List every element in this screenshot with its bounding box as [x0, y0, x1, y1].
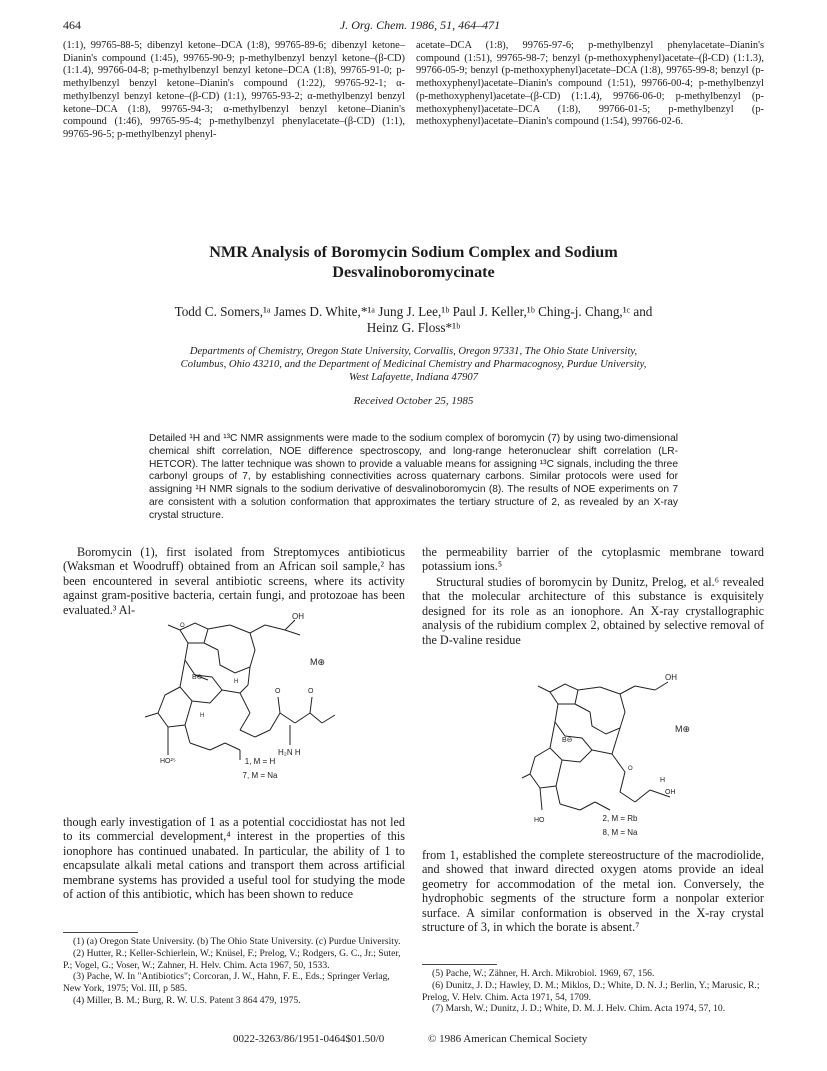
title-line-1: NMR Analysis of Boromycin Sodium Complex and Sodium	[209, 243, 618, 261]
abstract: Detailed ¹H and ¹³C NMR assignments were made to the sodium complex of boromycin (7) by using two-dimensional chemical shift correlation, NOE difference spectroscopy, and long-range heteronuclear shift correlation (LR-HETCOR). The latter technique was shown to provide a valuable means for assigning ¹³C signals, including the three carbonyl groups of 7, by establishing connectivities across quaternary carbons. Similar protocols were used for assigning ¹H NMR signals to the sodium derivative of desvalinoboromycin (8). The results of NOE experiments on 7 are consistent with a solution conformation that approximates the tertiary structure of 2, as revealed by an X-ray crystal structure.	[149, 433, 678, 521]
title-line-2: Desvalinoboromycinate	[332, 263, 495, 281]
structure-2-captions	[570, 812, 670, 840]
caption-7: 7, M = Na	[242, 771, 278, 780]
body-left-para-1: Boromycin (1), first isolated from Streptomyces antibioticus (Waksman et Woodruff) obtained from an African soil sample,² has been encountered in several antibiotic screens, where its activity against gram-positive bacteria, certain fungi, and protozoae has been evaluated.³ Al-	[63, 545, 405, 617]
article-title	[130, 242, 697, 282]
h-label-2: H	[200, 713, 205, 719]
caption-8: 8, M = Na	[602, 828, 638, 837]
body-right-para-2: Structural studies of boromycin by Dunitz, Prelog, et al.⁶ revealed that the molecular architecture of this substance is exquisitely designed for its role as an ionophore. An X-ray crystallographic analysis of the rubidium complex 2, obtained by selective removal of the D-valine residue	[422, 575, 764, 647]
affiliation	[100, 345, 727, 384]
oh-label-right: OH	[665, 673, 677, 682]
oh-label-right-2: H	[660, 777, 666, 784]
footnote-rule-left	[63, 932, 138, 933]
metal-label-left: M⊕	[310, 657, 326, 667]
body-left-para-2: though early investigation of 1 as a potential coccidiostat has not led to its commercial development,⁴ interest in the properties of this ionophore has continued unabated. In particular, the ability of 1 to encapsulate alkali metal cations and transport them across artificial membrane systems has provided a useful tool for studying the mode of action of this antibiotic, which has been shown to reduce	[63, 815, 405, 902]
footnote-5: (5) Pache, W.; Zähner, H. Arch. Mikrobiol. 1969, 67, 156.	[432, 968, 655, 979]
ho-label: HO²⁵	[160, 758, 176, 765]
continuation-left: (1:1), 99765-88-5; dibenzyl ketone–DCA (1:8), 99765-89-6; dibenzyl ketone–Dianin's compound (1:45), 99765-90-9; p-methylbenzyl benzyl ketone–(β-CD) (1:1.4), 99766-04-8; p-methylbenzyl benzyl ketone–DCA (1:8), 99765-91-0; p-methylbenzyl benzyl ketone–Dianin's compound (1:22), 99765-92-1; α-methylbenzyl benzyl ketone–(β-CD) (1:1), 99765-93-2; α-methylbenzyl benzyl ketone–DCA (1:8), 99765-94-3; α-methylbenzyl benzyl ketone–Dianin's compound (1:46), 99765-95-4; p-methylbenzyl phenylacetate–(β-CD) (1:1), 99765-96-5; p-methylbenzyl phenyl-	[63, 40, 405, 140]
footnote-rule-right	[422, 964, 497, 965]
running-header: J. Org. Chem. 1986, 51, 464–471	[339, 18, 501, 32]
footer-copyright: © 1986 American Chemical Society	[428, 1033, 588, 1045]
affiliation-line-1: Departments of Chemistry, Oregon State University, Corvallis, Oregon 97331, The Ohio State University,	[189, 346, 638, 357]
o-furan-label: O	[180, 623, 185, 629]
authors-line-1: Todd C. Somers,¹ᵃ James D. White,*¹ᵃ Jung J. Lee,¹ᵇ Paul J. Keller,¹ᵇ Ching-j. Chang,¹ᶜ and	[174, 304, 653, 319]
oh-label: OH	[292, 612, 304, 621]
ho-label-right: HO	[534, 817, 545, 824]
h-label-1: H	[234, 679, 239, 685]
caption-2: 2, M = Rb	[602, 814, 638, 823]
footnote-4: (4) Miller, B. M.; Burg, R. W. U.S. Patent 3 864 479, 1975.	[73, 994, 301, 1006]
caption-1: 1, M = H	[244, 757, 276, 766]
footnote-1: (1) (a) Oregon State University. (b) The Ohio State University. (c) Purdue University.	[73, 936, 401, 947]
footnotes-right	[422, 968, 764, 1015]
footnote-6: (6) Dunitz, J. D.; Hawley, D. M.; Miklos, D.; White, D. N. J.; Berlin, Y.; Marusic, R.; Prelog, V. Helv. Chim. Acta 1971, 54, 1709.	[422, 979, 760, 1003]
continuation-right: acetate–DCA (1:8), 99765-97-6; p-methylbenzyl phenylacetate–Dianin's compound (1:51), 99765-98-7; benzyl (p-methoxyphenyl)acetate–(β-CD) (1:1.3), 99766-05-9; benzyl (p-methoxyphenyl)acetate–DCA (1:8), 99765-99-8; benzyl (p-methoxyphenyl)acetate–Dianin's compound (1:51), 99766-00-4; p-methylbenzyl (p-methoxyphenyl)acetate–(β-CD) (1:1.4), 99766-06-0; p-methylbenzyl (p-methoxyphenyl)acetate–DCA (1:8), 99766-01-5; p-methylbenzyl (p-methoxyphenyl)acetate–Dianin's compound (1:54), 99766-02-6.	[416, 40, 764, 128]
oh-label-right-3: OH	[665, 789, 676, 796]
boron-label-right: B⊖	[562, 737, 573, 744]
metal-label-right: M⊕	[675, 724, 691, 734]
o-label-2: O	[308, 688, 314, 695]
boron-label-left: B⊖	[192, 674, 203, 681]
body-right-para-1: the permeability barrier of the cytoplasmic membrane toward potassium ions.⁵	[422, 545, 764, 574]
page-number: 464	[63, 18, 81, 32]
footnote-7: (7) Marsh, W.; Dunitz, J. D.; White, D. M. J. Helv. Chim. Acta 1974, 57, 10.	[432, 1003, 726, 1015]
authors	[100, 304, 727, 336]
structure-1-captions	[210, 755, 310, 783]
structure-figure-2	[520, 662, 720, 842]
affiliation-line-2: Columbus, Ohio 43210, and the Department of Medicinal Chemistry and Pharmacognosy, Purdue University,	[180, 359, 647, 370]
o-label-right: O	[628, 766, 633, 772]
footnote-2: (2) Hutter, R.; Keller-Schierlein, W.; Knüsel, F.; Prelog, V.; Rodgers, G. C., Jr.; Suter, P.; Vogel, G.; Voser, W.; Zahner, H. Helv. Chim. Acta 1967, 50, 1533.	[63, 947, 401, 971]
h2n-label: H₂N H	[278, 748, 301, 757]
affiliation-line-3: West Lafayette, Indiana 47907	[348, 372, 479, 383]
received-date: Received October 25, 1985	[353, 395, 474, 407]
footer-code: 0022-3263/86/1951-0464$01.50/0	[233, 1033, 385, 1045]
structure-figure-1	[140, 605, 380, 800]
footnote-3: (3) Pache, W. In "Antibiotics"; Corcoran, J. W., Hahn, F. E., Eds.; Springer Verlag, New York, 1975; Vol. III, p 585.	[63, 971, 390, 995]
footnotes-left	[63, 936, 405, 1007]
o-label-1: O	[275, 688, 281, 695]
authors-line-2: Heinz G. Floss*¹ᵇ	[366, 320, 461, 335]
body-right-para-3: from 1, established the complete stereostructure of the macrodiolide, and showed that inward directed oxygen atoms provide an ideal geometry for accommodation of the metal ion. Conversely, the hydrophobic segments of the structure form a nonpolar exterior surface. A similar conformation is observed in the X-ray crystal structure of 3, in which the borate is absent.⁷	[422, 848, 764, 935]
